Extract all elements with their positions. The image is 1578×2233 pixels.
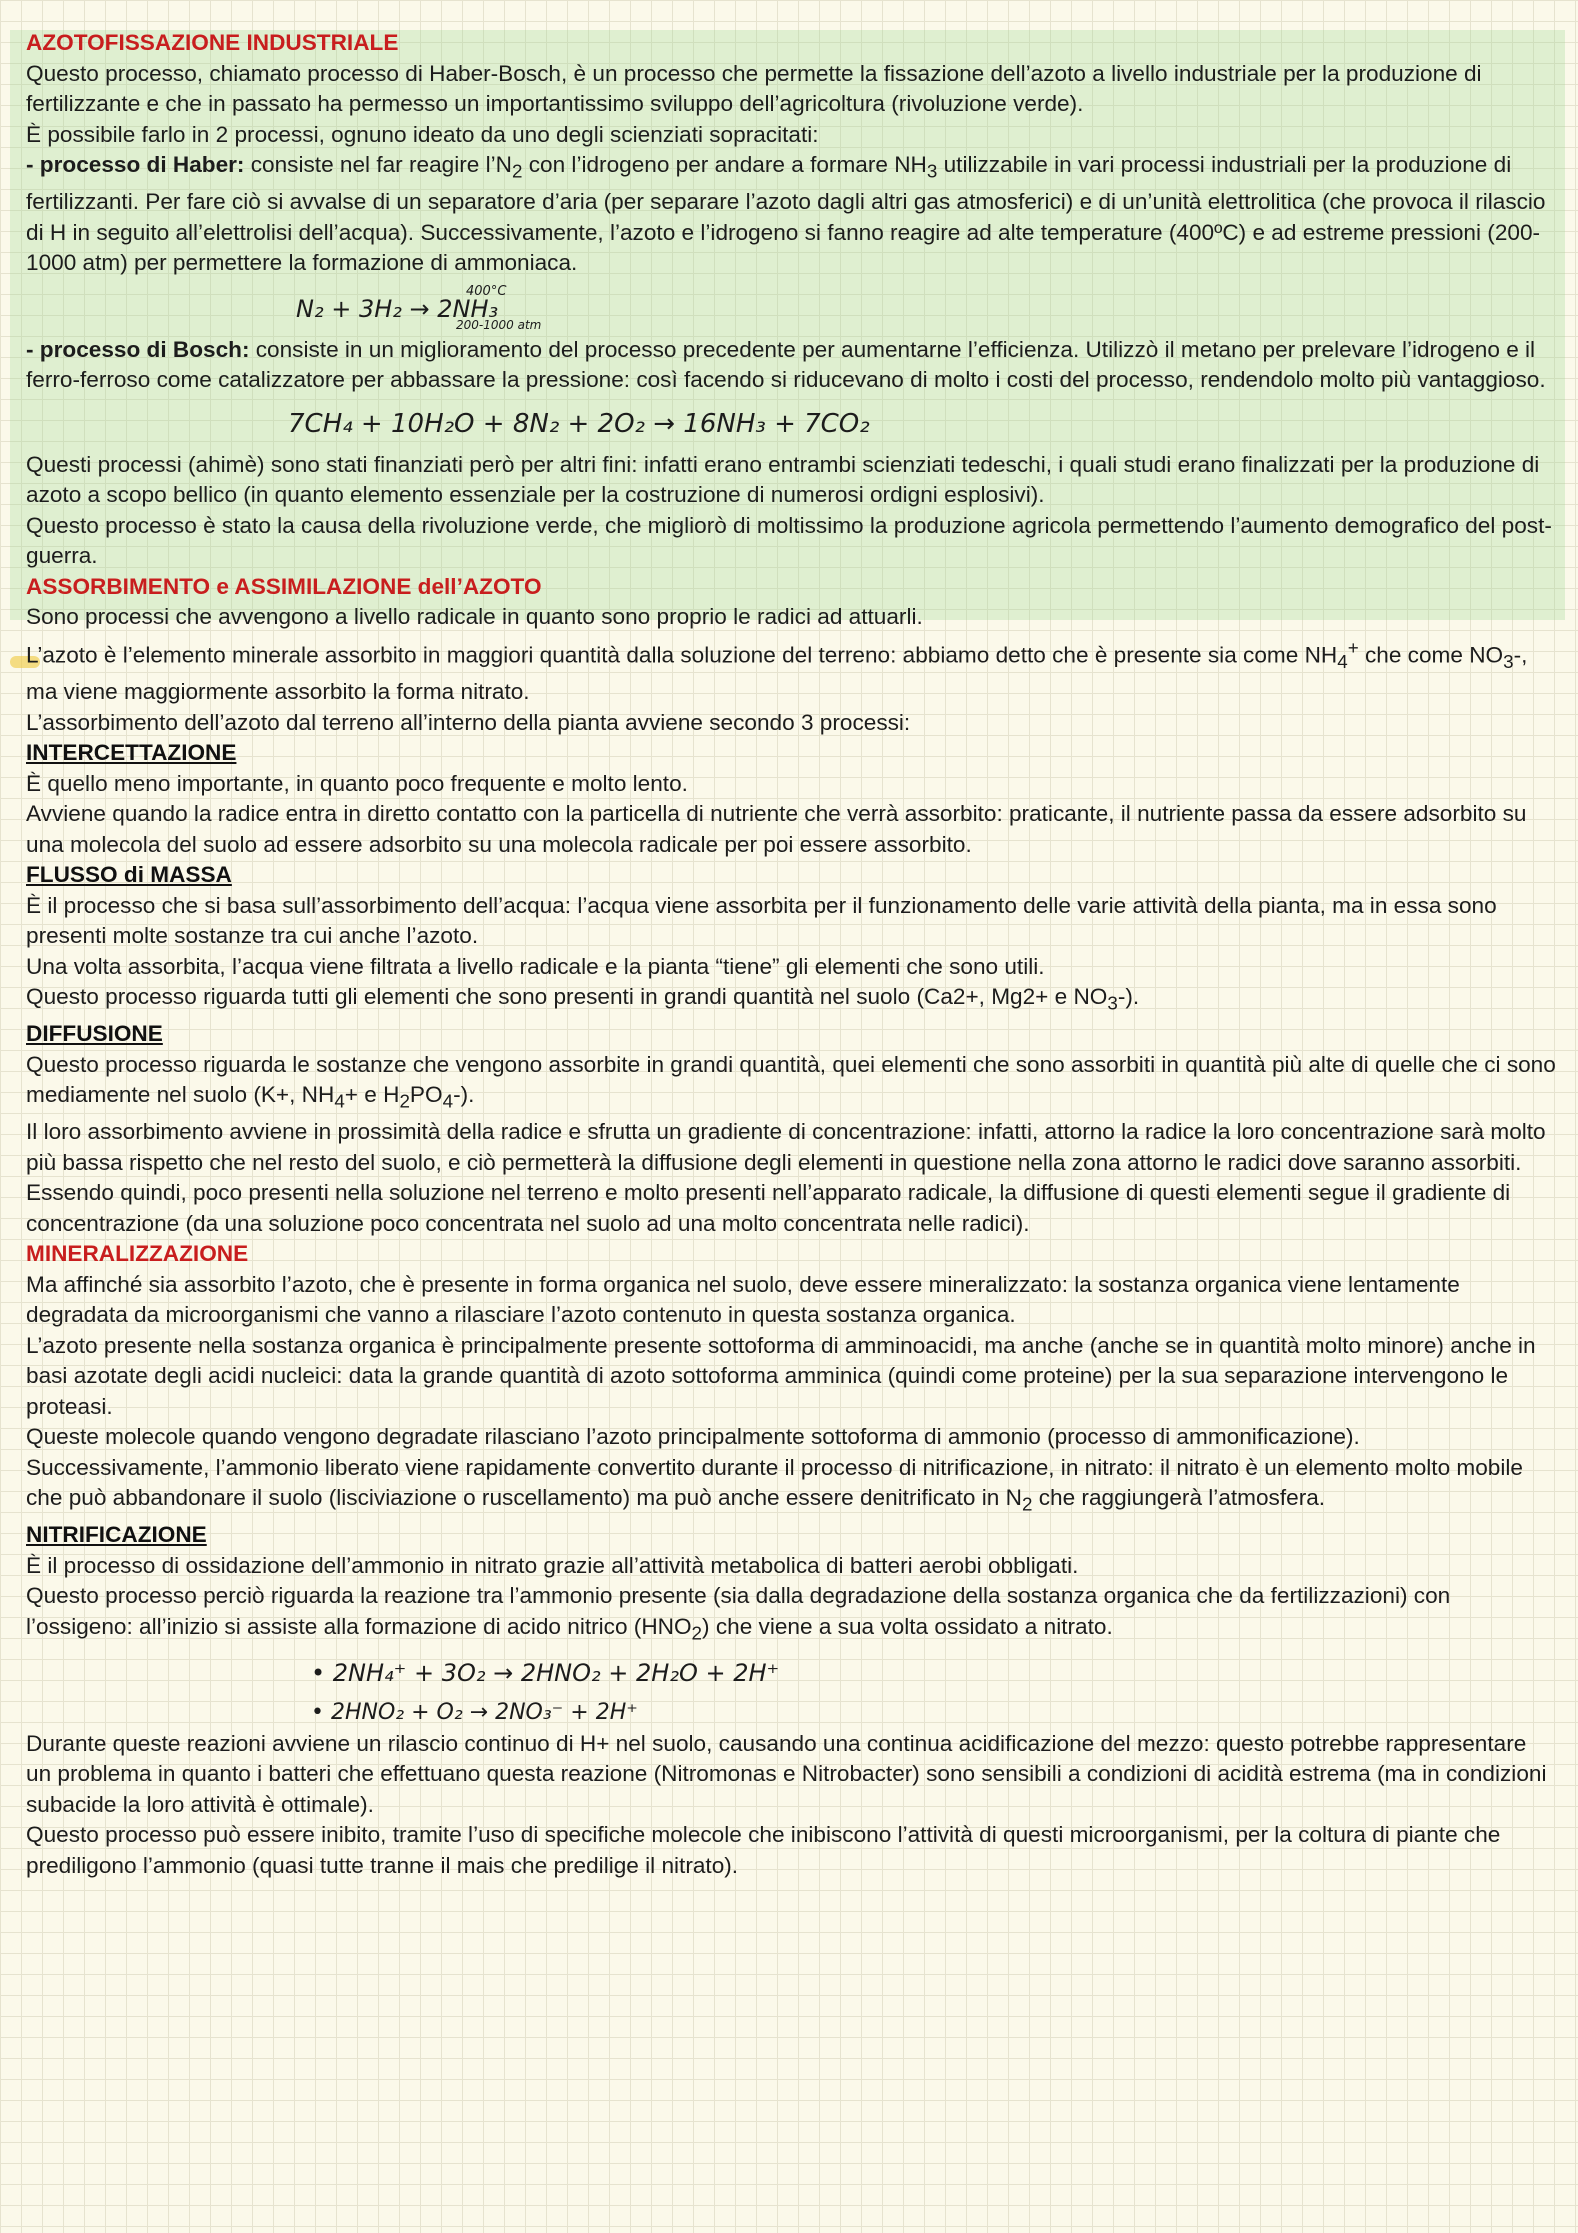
- section-title-assorbimento: ASSORBIMENTO e ASSIMILAZIONE dell’AZOTO: [26, 573, 542, 599]
- paragraph: L’assorbimento dell’azoto dal terreno all’interno della pianta avviene secondo 3 processi:: [26, 709, 911, 735]
- section-title-intercettazione: INTERCETTAZIONE: [26, 740, 237, 766]
- paragraph: Questo processo, chiamato processo di Haber-Bosch, è un processo che permette la fissazione dell’azoto a livello industriale per la produzione di fertilizzante e che in passato ha permesso un importantissimo sviluppo dell’agricoltura (rivoluzione verde).: [26, 60, 1482, 116]
- label-bosch: - processo di Bosch:: [26, 336, 250, 362]
- paragraph: Questo processo può essere inibito, tramite l’uso di specifiche molecole che inibiscono l’attività di questi microorganismi, per la coltura di piante che prediligono l’ammonio (quasi tutte tranne il mais che predilige il nitrato).: [26, 1822, 1501, 1878]
- section-title-flusso: FLUSSO di MASSA: [26, 862, 232, 888]
- paragraph-haber: - processo di Haber: consiste nel far reagire $l’N_2$ con l’idrogeno per andare a formare $NH_3$ utilizzabile in vari processi industriali per la produzione di fertilizzanti. Per fare ciò si avvalse di un separatore d’aria (per separare l’azoto dagli altri gas atmosferici) e di un’unità elettrolitica (che provoca il rilascio di H in seguito all’elettrolisi dell’acqua). Successivamente, l’azoto e l’idrogeno si fanno reagire ad alte temperature (400ºC) e ad estreme pressioni (200-1000 atm) per permettere la formazione di ammoniaca.: [26, 152, 1546, 276]
- paragraph: Questi processi (ahimè) sono stati finanziati però per altri fini: infatti erano entrambi scienziati tedeschi, i quali studi erano finalizzati per la produzione di azoto a scopo bellico (in quanto elemento essenziale per la costruzione di numerosi ordigni esplosivi).: [26, 451, 1540, 508]
- paragraph: È quello meno importante, in quanto poco frequente e molto lento.: [26, 770, 688, 796]
- eq-nitrif-2: • 2HNO₂ + O₂ → 2NO₃⁻ + 2H⁺: [311, 1699, 638, 1725]
- paragraph: Avviene quando la radice entra in diretto contatto con la particella di nutriente che verrà assorbito: praticante, il nutriente passa da essere adsorbito su una molecola del suolo ad essere adsorbito su una molecola radicale per poi essere assorbito.: [26, 801, 1527, 857]
- paragraph-bosch: - processo di Bosch: consiste in un miglioramento del processo precedente per aumentarne l’efficienza. Utilizzò il metano per prelevare l’idrogeno e il ferro-ferroso come catalizzatore per abbassare la pressione: così facendo si riducevano di molto i costi del processo, rendendolo molto più vantaggioso.: [26, 336, 1546, 393]
- paragraph: Queste molecole quando vengono degradate rilasciano l’azoto principalmente sottoforma di ammonio (processo di ammonificazione).: [26, 1424, 1360, 1450]
- paragraph: Questo processo riguarda tutti gli elementi che sono presenti in grandi quantità nel suolo (Ca2+, Mg2+ e $NO_3-$).: [26, 984, 1140, 1014]
- paragraph: Durante queste reazioni avviene un rilascio continuo di H+ nel suolo, causando una continua acidificazione del mezzo: questo potrebbe rappresentare un problema in quanto i batteri che effettuano questa reazione (Nitromonas e Nitrobacter) sono sensibili a condizioni di acidità estrema (ma in condizioni subacide la loro attività è ottimale).: [26, 1730, 1547, 1817]
- paragraph: L’azoto presente nella sostanza organica è principalmente presente sottoforma di amminoacidi, ma anche (anche se in quantità molto minore) anche in basi azotate degli acidi nucleici: data la grande quantità di azoto sottoforma amminica (quindi come proteine) per la sua separazione intervengono le proteasi.: [26, 1332, 1536, 1419]
- eq-nitrif-1: • 2NH₄⁺ + 3O₂ → 2HNO₂ + 2H₂O + 2H⁺: [311, 1658, 780, 1687]
- document-page: [26, 28, 1556, 1881]
- paragraph: Una volta assorbita, l’acqua viene filtrata a livello radicale e la pianta “tiene” gli elementi che sono utili.: [26, 953, 1045, 979]
- equation-haber: [26, 279, 1556, 335]
- equation-bosch: [26, 396, 1556, 450]
- paragraph: Questo processo è stato la causa della rivoluzione verde, che migliorò di moltissimo la produzione agricola permettendo l’aumento demografico del post-guerra.: [26, 512, 1552, 569]
- equation-nitrificazione: [26, 1649, 1556, 1729]
- eq-bosch-text: 7CH₄ + 10H₂O + 8N₂ + 2O₂ → 16NH₃ + 7CO₂: [288, 408, 870, 439]
- eq-haber-temp: 400°C: [466, 283, 507, 299]
- section-title-nitrificazione: NITRIFICAZIONE: [26, 1522, 207, 1548]
- paragraph: È il processo di ossidazione dell’ammonio in nitrato grazie all’attività metabolica di batteri aerobi obbligati.: [26, 1552, 1079, 1578]
- paragraph: Successivamente, l’ammonio liberato viene rapidamente convertito durante il processo di nitrificazione, in nitrato: il nitrato è un elemento molto mobile che può abbandonare il suolo (lisciviazione o ruscellamento) ma può anche essere denitrificato in $N_2$ che raggiungerà l’atmosfera.: [26, 1454, 1523, 1515]
- paragraph: Essendo quindi, poco presenti nella soluzione nel terreno e molto presenti nell’apparato radicale, la diffusione di questi elementi segue il gradiente di concentrazione (da una soluzione poco concentrata nel suolo ad una molto concentrata nelle radici).: [26, 1180, 1511, 1236]
- section-title-azotofissazione: AZOTOFISSAZIONE INDUSTRIALE: [26, 30, 399, 55]
- paragraph: Questo processo riguarda le sostanze che vengono assorbite in grandi quantità, quei elementi che sono assorbiti in quantità più alte di quelle che ci sono mediamente nel suolo (K+, $NH_4+ e$ $H_2PO_4-$).: [26, 1051, 1556, 1112]
- paragraph: L’azoto è l’elemento minerale assorbito in maggiori quantità dalla soluzione del terreno: abbiamo detto che è presente sia come $NH_4^+$ che come $NO_3-$, ma viene maggiormente assorbito la forma nitrato.: [26, 636, 1528, 705]
- paragraph: Sono processi che avvengono a livello radicale in quanto sono proprio le radici ad attuarli.: [26, 604, 923, 630]
- eq-haber-pressure: 200-1000 atm: [456, 317, 542, 332]
- paragraph: Il loro assorbimento avviene in prossimità della radice e sfrutta un gradiente di concentrazione: infatti, attorno la radice la loro concentrazione sarà molto più bassa rispetto che nel resto del suolo, e ciò permetterà la diffusione degli elementi in questione nella zona attorno le radici dove saranno assorbiti.: [26, 1119, 1546, 1175]
- paragraph: È possibile farlo in 2 processi, ognuno ideato da uno degli scienziati sopracitati:: [26, 121, 819, 147]
- section-title-diffusione: DIFFUSIONE: [26, 1021, 163, 1047]
- paragraph: Questo processo perciò riguarda la reazione tra l’ammonio presente (sia dalla degradazione della sostanza organica che da fertilizzazioni) con l’ossigeno: all’inizio si assiste alla formazione di acido nitrico $(HNO_2)$ che viene a sua volta ossidato a nitrato.: [26, 1583, 1451, 1644]
- eq-haber-text: N₂ + 3H₂ → 2NH₃: [296, 294, 499, 323]
- label-haber: - processo di Haber:: [26, 152, 245, 177]
- paragraph: È il processo che si basa sull’assorbimento dell’acqua: l’acqua viene assorbita per il funzionamento delle varie attività della pianta, ma in essa sono presenti molte sostanze tra cui anche l’azoto.: [26, 892, 1497, 949]
- paragraph: Ma affinché sia assorbito l’azoto, che è presente in forma organica nel suolo, deve essere mineralizzato: la sostanza organica viene lentamente degradata da microorganismi che vanno a rilasciare l’azoto contenuto in questa sostanza organica.: [26, 1271, 1460, 1328]
- section-title-mineralizzazione: MINERALIZZAZIONE: [26, 1241, 249, 1267]
